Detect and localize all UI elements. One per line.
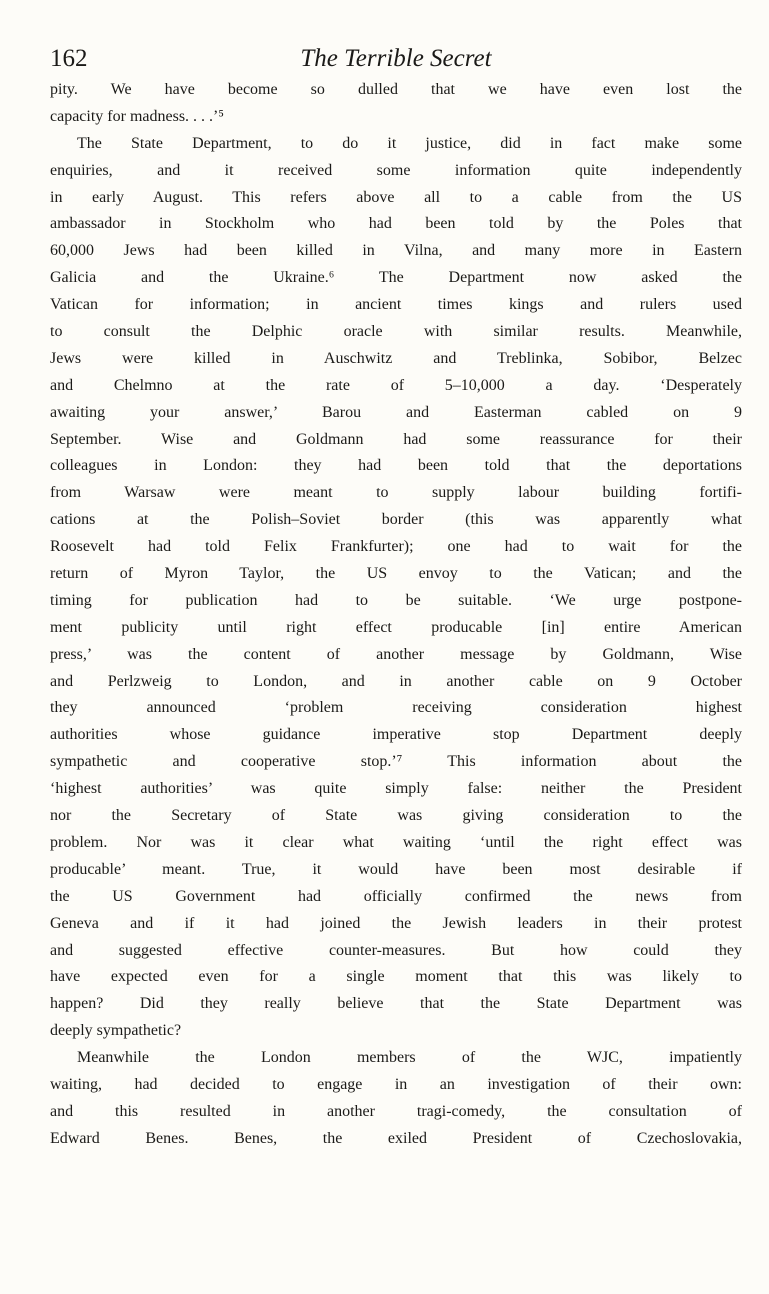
text-line: Roosevelt had told Felix Frankfurter); one had to wait for the [50,538,742,556]
running-title: The Terrible Secret [300,45,492,72]
text-line: colleagues in London: they had been told that the deportations [50,457,742,475]
text-line: September. Wise and Goldmann had some reassurance for their [50,430,742,448]
text-line: deeply sympathetic? [50,1022,182,1040]
text-line: cations at the Polish–Soviet border (this was apparently what [50,511,742,529]
text-line: Vatican for information; in ancient times kings and rulers used [50,296,742,314]
text-line: and Chelmno at the rate of 5–10,000 a day. ‘Desperately [50,376,742,394]
text-line: capacity for madness. . . .’⁵ [50,107,224,125]
text-line: Geneva and if it had joined the Jewish leaders in their protest [50,914,742,932]
body-text [50,81,742,1157]
text-line: timing for publication had to be suitable. ‘We urge postpone- [50,591,742,609]
text-line: and this resulted in another tragi-comedy, the consultation of [50,1102,742,1120]
text-line: ambassador in Stockholm who had been told by the Poles that [50,215,742,233]
text-line: return of Myron Taylor, the US envoy to the Vatican; and the [50,565,742,583]
page-number: 162 [50,45,88,72]
text-line: the US Government had officially confirmed the news from [50,887,742,905]
text-line: awaiting your answer,’ Barou and Easterman cabled on 9 [50,403,742,421]
text-line: The State Department, to do it justice, did in fact make some [77,134,742,152]
text-line: happen? Did they really believe that the State Department was [50,995,742,1013]
text-line: Edward Benes. Benes, the exiled President of Czechoslovakia, [50,1129,742,1147]
text-line: Meanwhile the London members of the WJC, impatiently [77,1049,742,1067]
text-line: enquiries, and it received some information quite independently [50,161,742,179]
text-line: problem. Nor was it clear what waiting ‘until the right effect was [50,833,742,851]
text-line: in early August. This refers above all to a cable from the US [50,188,742,206]
text-line: Jews were killed in Auschwitz and Treblinka, Sobibor, Belzec [50,349,742,367]
text-line: Galicia and the Ukraine.⁶ The Department now asked the [50,269,742,287]
text-line: have expected even for a single moment that this was likely to [50,968,742,986]
text-line: authorities whose guidance imperative stop Department deeply [50,726,742,744]
text-line: from Warsaw were meant to supply labour building fortifi- [50,484,742,502]
text-line: press,’ was the content of another message by Goldmann, Wise [50,645,742,663]
text-line: producable’ meant. True, it would have been most desirable if [50,860,742,878]
text-line: and Perlzweig to London, and in another cable on 9 October [50,672,742,690]
text-line: nor the Secretary of State was giving consideration to the [50,807,742,825]
text-line: and suggested effective counter-measures. But how could they [50,941,742,959]
text-line: waiting, had decided to engage in an investigation of their own: [50,1075,742,1093]
text-line: sympathetic and cooperative stop.’⁷ This information about the [50,753,742,771]
running-head [50,44,742,74]
text-line: ment publicity until right effect producable [in] entire American [50,618,742,636]
text-line: they announced ‘problem receiving consideration highest [50,699,742,717]
text-line: pity. We have become so dulled that we have even lost the [50,81,742,98]
text-line: 60,000 Jews had been killed in Vilna, and many more in Eastern [50,242,742,260]
text-line: to consult the Delphic oracle with similar results. Meanwhile, [50,323,742,341]
text-line: ‘highest authorities’ was quite simply false: neither the President [50,780,742,798]
